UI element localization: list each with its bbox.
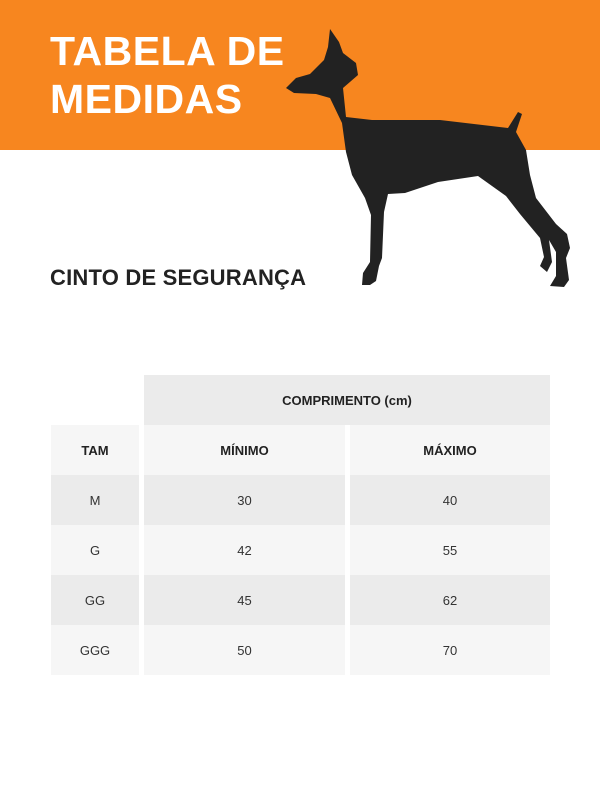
table-row-m-max: 40 xyxy=(350,475,550,525)
table-row-g-max: 55 xyxy=(350,525,550,575)
dog-silhouette-icon xyxy=(282,28,578,290)
table-row-g-size: G xyxy=(51,525,139,575)
page-title xyxy=(50,27,285,123)
table-row-m-min: 30 xyxy=(144,475,345,525)
table-row-m-size: M xyxy=(51,475,139,525)
table-row-gg-size: GG xyxy=(51,575,139,625)
group-header-label: COMPRIMENTO (cm) xyxy=(282,392,412,408)
table-row-gg-min: 45 xyxy=(144,575,345,625)
table-row-ggg-max: 70 xyxy=(350,625,550,675)
page-title-line-1: TABELA DE xyxy=(50,28,285,74)
product-name: CINTO DE SEGURANÇA xyxy=(50,265,307,290)
table-row-ggg-min: 50 xyxy=(144,625,345,675)
table-row-g-min: 42 xyxy=(144,525,345,575)
table-group-header xyxy=(144,375,550,425)
table-row-ggg-size: GGG xyxy=(51,625,139,675)
table-row-gg-max: 62 xyxy=(350,575,550,625)
page-title-line-2: MEDIDAS xyxy=(50,76,243,122)
column-header-minimo: MÍNIMO xyxy=(144,425,345,475)
column-header-tam: TAM xyxy=(51,425,139,475)
column-header-maximo: MÁXIMO xyxy=(350,425,550,475)
